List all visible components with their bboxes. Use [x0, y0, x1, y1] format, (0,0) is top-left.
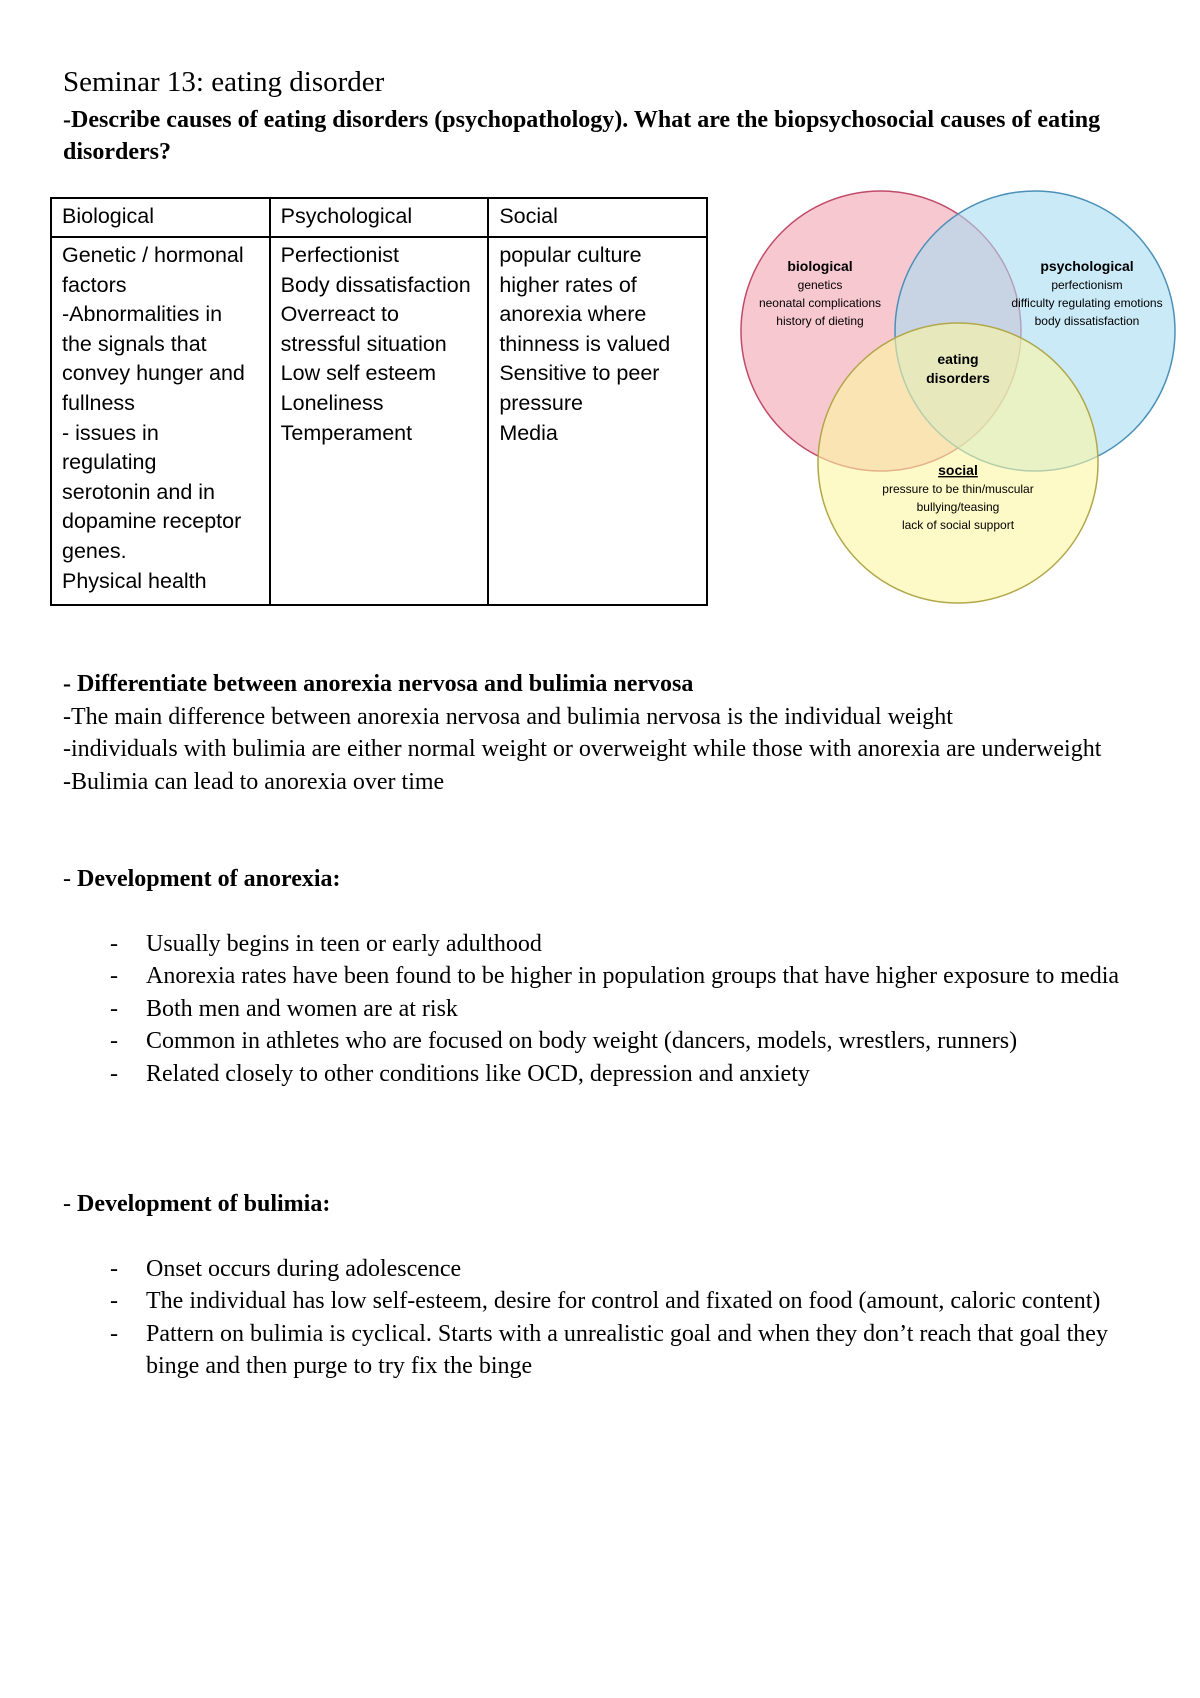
- venn-social-item: pressure to be thin/muscular: [882, 482, 1034, 496]
- bullet-dash: -: [110, 1060, 118, 1087]
- bulimia-heading-prefix: -: [63, 1191, 77, 1217]
- venn-diagram: [735, 186, 1195, 606]
- cell-line: -Abnormalities in: [62, 302, 223, 327]
- cell-line: Perfectionist: [280, 243, 399, 267]
- bullet-dash: -: [110, 995, 118, 1022]
- list-item-text: Both men and women are at risk: [146, 995, 458, 1022]
- question-heading: -Describe causes of eating disorders (psychopathology). What are the biopsychosocial causes of eating disorders?: [63, 107, 1101, 165]
- venn-biological-item: neonatal complications: [758, 296, 882, 310]
- venn-biological-item: history of dieting: [776, 314, 864, 328]
- bulimia-heading: [63, 1188, 1153, 1221]
- table-header-row: [51, 198, 707, 237]
- venn-psychological-item: body dissatisfaction: [1034, 314, 1140, 328]
- bulimia-heading-text: Development of bulimia:: [77, 1191, 331, 1217]
- anorexia-heading-text: Development of anorexia:: [77, 866, 341, 892]
- cell-line: stressful situation: [280, 331, 447, 356]
- cell-line: higher rates of: [499, 272, 637, 297]
- header-psychological: Psychological: [270, 198, 489, 237]
- list-item: [63, 1058, 1153, 1091]
- cell-line: Physical health: [62, 568, 207, 593]
- bullet-dash: -: [110, 930, 118, 957]
- differentiate-line: -The main difference between anorexia nervosa and bulimia nervosa is the individual weight: [63, 703, 953, 730]
- cell-line: anorexia where: [499, 302, 647, 327]
- cell-line: Body dissatisfaction: [280, 272, 471, 297]
- venn-center-line1: eating: [937, 351, 979, 367]
- cell-line: Temperament: [280, 420, 413, 445]
- list-item-text: Common in athletes who are focused on body weight (dancers, models, wrestlers, runners): [146, 1028, 1018, 1054]
- bulimia-section: [63, 1188, 1153, 1383]
- bulimia-list: [63, 1253, 1153, 1383]
- list-item: [63, 1285, 1153, 1318]
- biopsychosocial-table: [50, 197, 708, 606]
- anorexia-list: [63, 928, 1153, 1091]
- table-row: [51, 237, 707, 605]
- list-item: [63, 1025, 1153, 1058]
- differentiate-line: -Bulimia can lead to anorexia over time: [63, 768, 445, 795]
- cell-line: fullness: [62, 390, 135, 415]
- page-title: Seminar 13: eating disorder: [63, 66, 385, 98]
- header-social: Social: [488, 198, 707, 237]
- list-item-text: Anorexia rates have been found to be higher in population groups that have higher exposure to media: [146, 963, 1120, 989]
- venn-biological-title: biological: [787, 258, 853, 274]
- cell-line: Genetic / hormonal: [62, 243, 244, 267]
- cell-line: Overreact to: [280, 302, 399, 327]
- list-item: [63, 993, 1153, 1026]
- cell-line: Loneliness: [280, 390, 384, 415]
- cell-line: - issues in: [62, 420, 159, 445]
- list-item: [63, 1253, 1153, 1286]
- venn-social-item: bullying/teasing: [916, 500, 1000, 514]
- cell-social: [488, 237, 707, 605]
- cell-line: factors: [62, 272, 127, 297]
- list-item-text: Onset occurs during adolescence: [146, 1255, 462, 1282]
- anorexia-heading: [63, 863, 1153, 896]
- venn-psychological-item: difficulty regulating emotions: [1011, 296, 1163, 310]
- cell-line: thinness is valued: [499, 331, 671, 356]
- cell-line: popular culture: [499, 243, 642, 267]
- bullet-dash: -: [110, 1255, 118, 1282]
- anorexia-heading-prefix: -: [63, 866, 77, 892]
- venn-psychological-item: perfectionism: [1051, 278, 1123, 292]
- venn-psychological-title: psychological: [1040, 258, 1134, 274]
- venn-social-item: lack of social support: [901, 518, 1015, 532]
- cell-line: the signals that: [62, 331, 207, 356]
- venn-social-title: social: [938, 462, 978, 478]
- list-item: [63, 960, 1153, 993]
- cell-line: serotonin and in: [62, 479, 215, 504]
- venn-biological-item: genetics: [797, 278, 843, 292]
- cell-biological: [51, 237, 270, 605]
- bullet-dash: -: [110, 1288, 118, 1314]
- bullet-dash: -: [110, 1320, 118, 1347]
- cell-line: Sensitive to peer: [499, 361, 660, 386]
- anorexia-section: [63, 863, 1153, 1090]
- cell-line: regulating: [62, 450, 157, 475]
- list-item-text: The individual has low self-esteem, desire for control and fixated on food (amount, caloric content): [146, 1288, 1101, 1314]
- bullet-dash: -: [110, 1028, 118, 1054]
- cell-line: Media: [499, 420, 558, 445]
- cell-line: genes.: [62, 538, 127, 563]
- list-item-text: Usually begins in teen or early adulthood: [146, 930, 542, 957]
- list-item-text: Pattern on bulimia is cyclical. Starts with a unrealistic goal and when they don’t reach that goal they binge and then purge to try fix the binge: [146, 1320, 1108, 1379]
- differentiate-section: [63, 668, 1153, 798]
- header-biological: Biological: [51, 198, 270, 237]
- list-item: [63, 1318, 1153, 1383]
- venn-center-line2: disorders: [926, 370, 990, 386]
- differentiate-line: -individuals with bulimia are either normal weight or overweight while those with anorexia are underweight: [63, 736, 1102, 762]
- cell-psychological: [270, 237, 489, 605]
- cell-line: pressure: [499, 390, 583, 415]
- list-item: [63, 928, 1153, 961]
- cell-line: Low self esteem: [280, 361, 437, 386]
- bullet-dash: -: [110, 963, 118, 989]
- cell-line: convey hunger and: [62, 361, 245, 386]
- differentiate-heading: - Differentiate between anorexia nervosa and bulimia nervosa: [63, 671, 694, 697]
- cell-line: dopamine receptor: [62, 509, 242, 534]
- list-item-text: Related closely to other conditions like OCD, depression and anxiety: [146, 1060, 810, 1087]
